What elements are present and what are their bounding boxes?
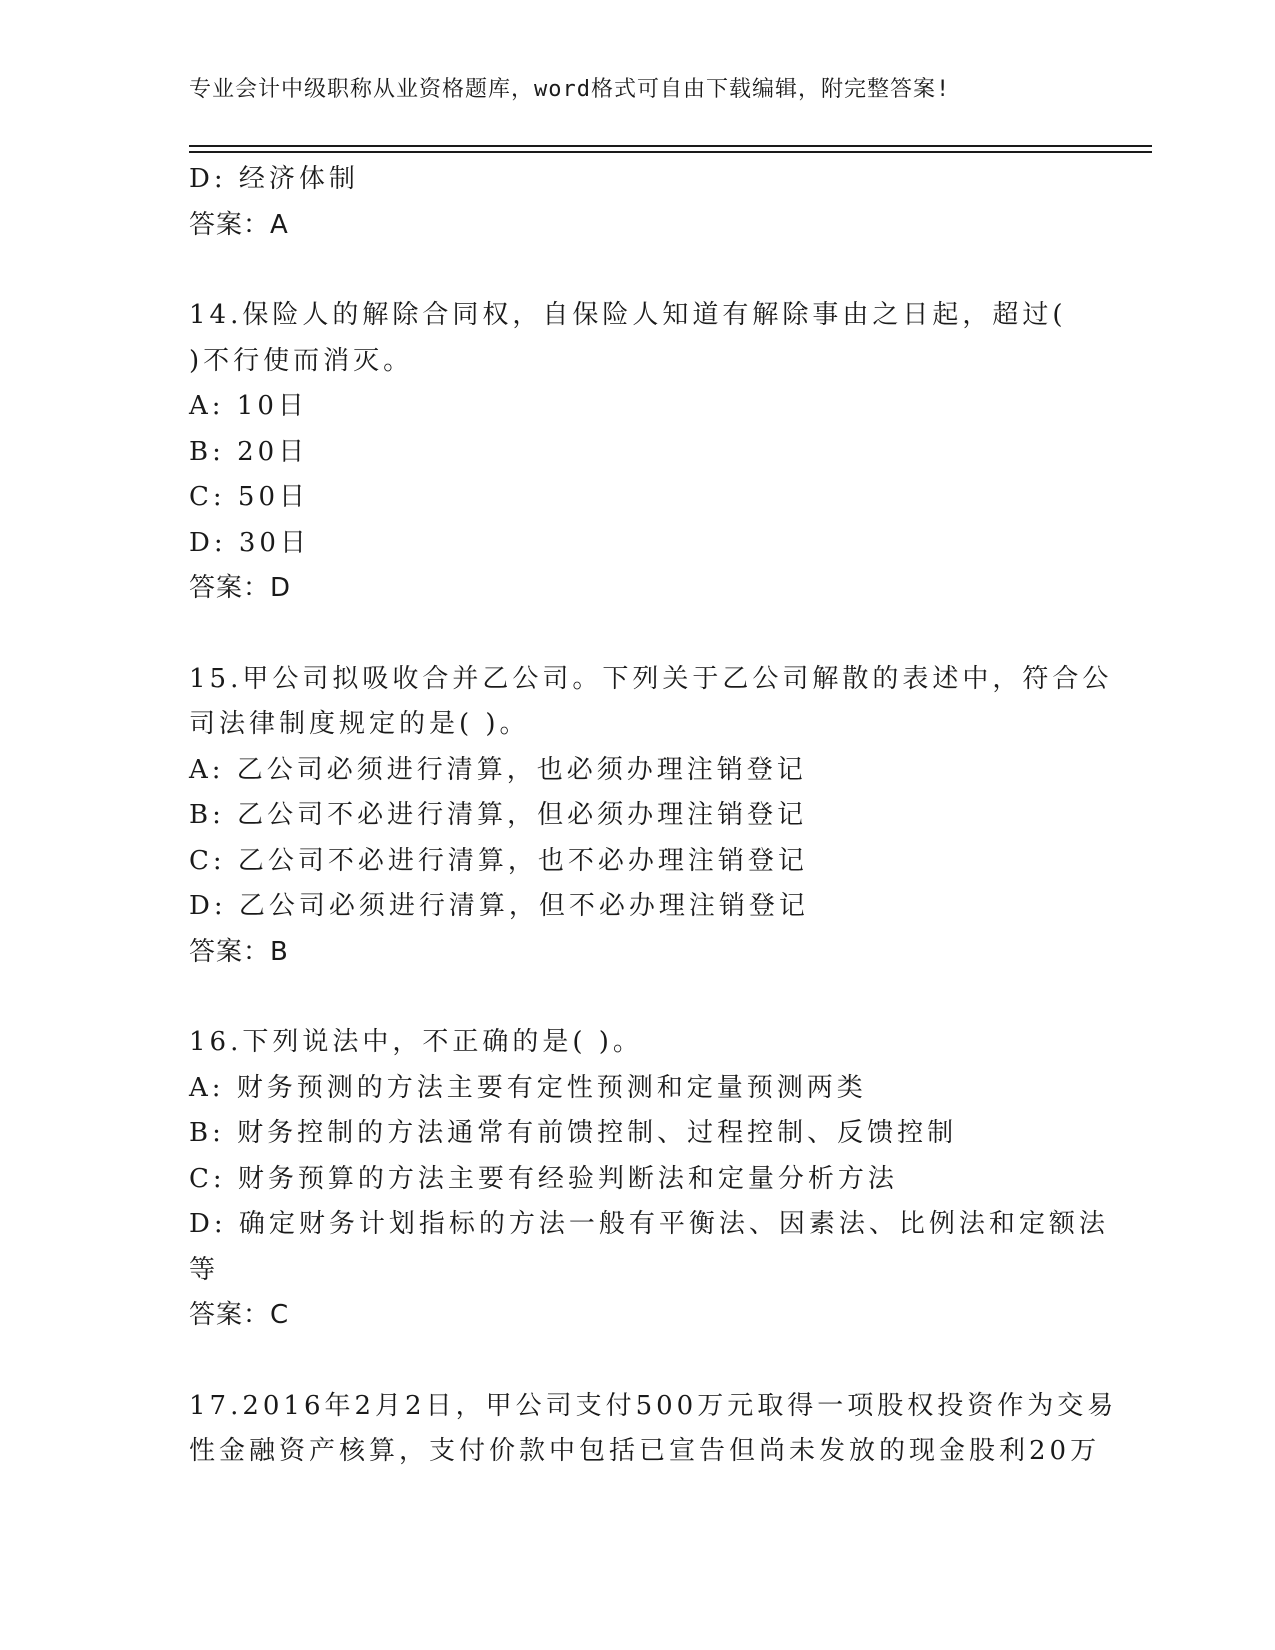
question-stem: 性金融资产核算，支付价款中包括已宣告但尚未发放的现金股利20万	[189, 1436, 1101, 1466]
page-header: 专业会计中级职称从业资格题库，word格式可自由下载编辑，附完整答案!	[189, 77, 951, 102]
question-stem: 司法律制度规定的是( )。	[189, 709, 530, 739]
answer: 答案：C	[189, 1300, 290, 1330]
question-list	[189, 157, 1118, 1475]
question-stem: 17.2016年2月2日，甲公司支付500万元取得一项股权投资作为交易	[189, 1390, 1118, 1421]
option-d-continued: 等	[189, 1254, 220, 1285]
option-c: C: 乙公司不必进行清算，也不必办理注销登记	[189, 845, 808, 876]
answer: 答案：B	[189, 936, 289, 967]
option-c: C: 财务预算的方法主要有经验判断法和定量分析方法	[189, 1163, 898, 1194]
header-rule-top	[189, 145, 1152, 147]
spacer	[189, 975, 1089, 1020]
option-a: A: 财务预测的方法主要有定性预测和定量预测两类	[189, 1072, 867, 1103]
header-rule-bottom	[189, 151, 1152, 153]
option-d: D: 30日	[189, 527, 310, 558]
answer: 答案：D	[189, 573, 292, 603]
spacer	[189, 248, 1089, 293]
question-stem: 15.甲公司拟吸收合并乙公司。下列关于乙公司解散的表述中，符合公	[189, 663, 1113, 694]
option-c: C: 50日	[189, 482, 310, 512]
option-a: A: 乙公司必须进行清算，也必须办理注销登记	[189, 754, 807, 785]
question-14	[189, 293, 1089, 612]
question-stem: 16.下列说法中，不正确的是( )。	[189, 1027, 643, 1057]
prev-option-d: D: 经济体制	[189, 164, 359, 194]
spacer	[189, 1339, 1089, 1384]
question-stem: 14.保险人的解除合同权，自保险人知道有解除事由之日起，超过(	[189, 300, 1067, 330]
prev-answer: 答案：A	[189, 209, 289, 240]
option-b: B: 20日	[189, 436, 309, 467]
question-stem: )不行使而消灭。	[189, 345, 414, 376]
option-b: B: 乙公司不必进行清算，但必须办理注销登记	[189, 800, 808, 830]
option-a: A: 10日	[189, 391, 308, 421]
option-b: B: 财务控制的方法通常有前馈控制、过程控制、反馈控制	[189, 1118, 958, 1148]
spacer	[189, 612, 1089, 657]
option-d: D: 确定财务计划指标的方法一般有平衡法、因素法、比例法和定额法	[189, 1209, 1109, 1239]
question-15	[189, 657, 1113, 976]
question-17	[189, 1384, 1118, 1475]
option-d: D: 乙公司必须进行清算，但不必办理注销登记	[189, 891, 809, 921]
question-16	[189, 1020, 1109, 1339]
